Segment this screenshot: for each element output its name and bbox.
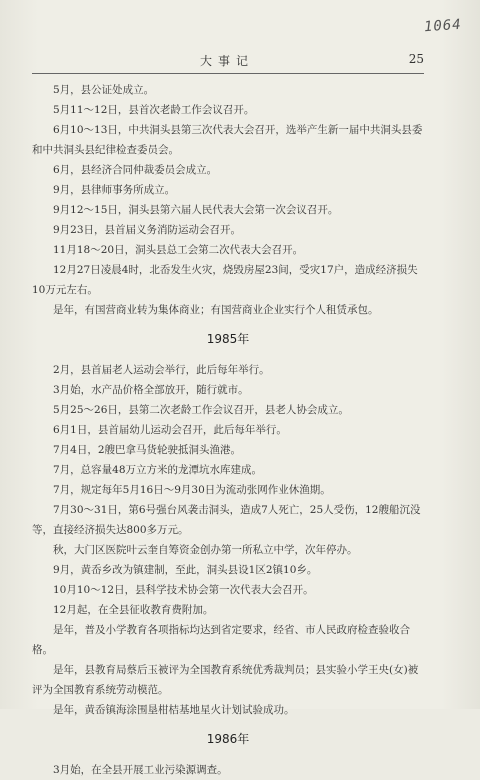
- event-entry: 9月，黄岙乡改为镇建制，至此，洞头县设1区2镇10乡。: [53, 564, 318, 576]
- header-rule: [32, 73, 424, 74]
- chronicle-body: [32, 80, 424, 780]
- event-entry: 2月，县首届老人运动会举行，此后每年举行。: [53, 364, 270, 376]
- event-entry: 秋，大门区医院叶云奎自筹资金创办第一所私立中学，次年停办。: [53, 544, 358, 556]
- event-entry: 5月，县公证处成立。: [53, 84, 155, 96]
- event-entry: 11月18～20日，洞头县总工会第二次代表大会召开。: [53, 244, 304, 256]
- event-entry: 5月11～12日，县首次老龄工作会议召开。: [53, 104, 255, 116]
- event-entry: 是年，普及小学教育各项指标均达到省定要求，经省、市人民政府检查验收合格。: [32, 624, 410, 656]
- event-entry: 6月1日，县首届幼儿运动会召开，此后每年举行。: [53, 424, 287, 436]
- event-entry: 是年，有国营商业转为集体商业；有国营商业企业实行个人租赁承包。: [53, 304, 379, 316]
- event-entry: 3月始，水产品价格全部放开，随行就市。: [53, 384, 249, 396]
- event-entry: 9月12～15日，洞头县第六届人民代表大会第一次会议召开。: [53, 204, 339, 216]
- event-entry: 6月10～13日，中共洞头县第三次代表大会召开，选举产生新一届中共洞头县委和中共洞头县纪律检查委员会。: [32, 124, 423, 156]
- section-1985: [32, 360, 424, 720]
- event-entry: 7月4日，2艘巴拿马货轮驶抵洞头渔港。: [53, 444, 242, 456]
- event-entry: 6月，县经济合同仲裁委员会成立。: [53, 164, 218, 176]
- year-heading-1985: 1985年: [206, 332, 250, 346]
- event-entry: 12月27日凌晨4时，北岙发生火灾，烧毁房屋23间，受灾17户，造成经济损失10万元左右。: [32, 264, 418, 296]
- event-entry: 12月起，在全县征收教育费附加。: [53, 604, 214, 616]
- event-entry: 3月始，在全县开展工业污染源调查。: [53, 764, 228, 776]
- event-entry: 7月，总容量48万立方米的龙潭坑水库建成。: [53, 464, 263, 476]
- event-entry: 是年，黄岙镇海涂围垦柑桔基地星火计划试验成功。: [53, 704, 295, 716]
- page-number: 25: [408, 52, 424, 66]
- event-entry: 5月25～26日，县第二次老龄工作会议召开，县老人协会成立。: [53, 404, 349, 416]
- event-entry: 是年，县教育局蔡后玉被评为全国教育系统优秀裁判员；县实验小学王央(女)被评为全国教育系统劳动模范。: [32, 664, 419, 696]
- event-entry: 10月10～12日，县科学技术协会第一次代表大会召开。: [53, 584, 314, 596]
- handwritten-page-stamp: 1064: [423, 16, 463, 36]
- header-title: 大事记: [200, 54, 255, 68]
- event-entry: 7月，规定每年5月16日～9月30日为流动张网作业休渔期。: [53, 484, 331, 496]
- section-1984-continued: [32, 80, 424, 320]
- year-heading-1986: 1986年: [206, 732, 250, 746]
- event-entry: 9月，县律师事务所成立。: [53, 184, 176, 196]
- event-entry: 7月30～31日，第6号强台风袭击洞头，造成7人死亡，25人受伤，12艘船沉没等，直接经济损失达800多万元。: [32, 504, 421, 536]
- section-1986: [32, 760, 424, 780]
- event-entry: 9月23日，县首届义务消防运动会召开。: [53, 224, 242, 236]
- running-header: [32, 52, 424, 72]
